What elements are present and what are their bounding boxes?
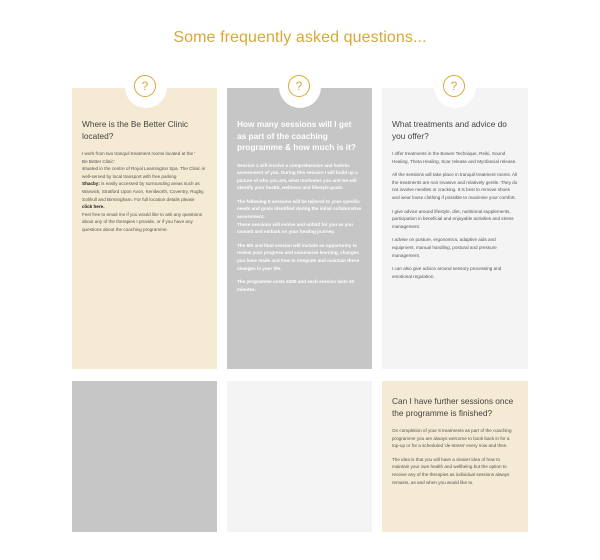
faq-card-sessions (227, 88, 372, 369)
question-mark-icon: ? (134, 75, 156, 97)
faq-answer-paragraph (82, 180, 207, 203)
faq-answer (392, 150, 518, 280)
faq-question: How many sessions will I get as part of the coaching programme & how much is it? (237, 119, 356, 152)
faq-card-empty (227, 381, 372, 532)
faq-answer-text: is easily accessed by surrounding areas such as Warwick, Stratford Upon Avon, Kenilworth, Coventry, Rugby, Solihull and Birmingham. For full location details please (82, 181, 205, 202)
faq-card-content (392, 119, 518, 286)
faq-answer-paragraph: Session 1 will involve a comprehensive and holistic assessment of you. During this session I will build up a picture of who you are, what motivates you and we will identify your health, wellness and lifestyle goals. (237, 162, 358, 191)
faq-card-content (392, 396, 518, 492)
question-badge (279, 66, 321, 108)
question-badge (125, 66, 167, 108)
faq-answer-paragraph: The following 5 sessions will be tailored to your specific needs and goals identified during the initial collaborative assessment. (237, 198, 362, 220)
faq-answer-paragraph: On completion of your 6 treatments as part of the coaching programme you are always welcome to book back in for a top-up or for a scheduled 'de-stress' every now and then. (392, 428, 512, 449)
faq-card-content (82, 119, 207, 240)
question-mark-icon: ? (443, 75, 465, 97)
faq-answer (82, 150, 207, 234)
faq-answer-paragraph: The 6th and final session will include an opportunity to review your progress and summarise learning, changes you have made and how to integrate and maintain these changes in your life. (237, 242, 360, 271)
click-here-link[interactable]: click here. (82, 204, 105, 210)
faq-answer-paragraph: I advise on posture, ergonomics, adaptive aids and equipment, manual handling, postural and pressure management. (392, 237, 497, 258)
faq-bold-word: Shacby: (82, 181, 100, 187)
faq-question: Where is the Be Better Clinic located? (82, 119, 189, 141)
question-mark-icon: ? (288, 75, 310, 97)
faq-answer-paragraph: The programme costs £500 and each session lasts 60 minutes. (237, 279, 355, 292)
faq-answer-paragraph: These sessions will evolve and unfold for you as you commit and embark on your healing journey. (237, 221, 353, 235)
faq-answer-paragraph: situated in the centre of Royal Leamington Spa. The Clinic is well-served by local transport with free parking (82, 166, 205, 179)
faq-answer-paragraph: Be Better Clinic' (82, 158, 115, 164)
faq-answer-paragraph: I offer treatments in the Bowen Technique, Reiki, Sound Healing, Theta Healing, Scar release and Myofascial release. (392, 151, 517, 164)
faq-answer-paragraph: I give advice around lifestyle, diet, nutritional supplements, participation in beneficial and enjoyable activities and stress management. (392, 208, 514, 229)
page-title: Some frequently asked questions... (173, 29, 427, 46)
faq-card-content (237, 119, 362, 299)
faq-answer-paragraph: I can also give advice around sensory processing and emotional regulation. (392, 266, 502, 279)
faq-question: Can I have further sessions once the programme is finished? (392, 396, 514, 418)
faq-card-further-sessions (382, 381, 528, 532)
question-badge (434, 66, 476, 108)
faq-card-treatments (382, 88, 528, 369)
faq-question: What treatments and advice do you offer? (392, 119, 507, 141)
faq-answer-paragraph: All the sessions will take place in tranquil treatment rooms. All the treatments are non invasive and relatively gentle. They do not involve needles or cracking. It is best to remove shoes and wear loose clothing if possible to maximise your comfort. (392, 172, 518, 200)
faq-answer-paragraph: Feel free to email me if you would like to ask any questions about any of the therapies I provide, or if you have any questions about the coaching programme. (82, 211, 203, 232)
faq-answer-paragraph: I work from two tranquil treatment rooms located at the ' (82, 151, 196, 156)
faq-answer-paragraph: The idea is that you will have a clearer idea of how to maintain your own health and wellbeing but the option to receive any of the therapies as individual sessions always remains, as and when you would like to. (392, 456, 510, 485)
faq-card-empty (72, 381, 217, 532)
faq-answer (392, 427, 518, 486)
faq-answer (237, 162, 362, 294)
faq-card-location (72, 88, 217, 369)
